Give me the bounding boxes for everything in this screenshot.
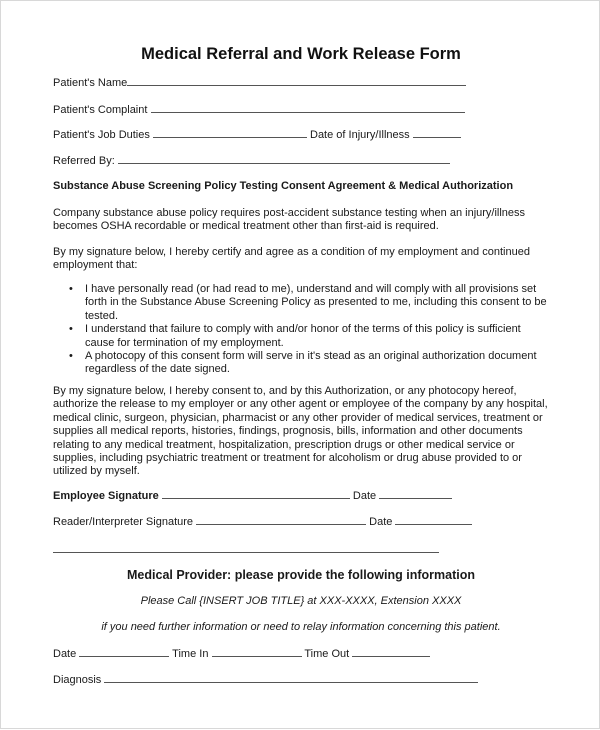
bullet-icon: •: [69, 350, 73, 363]
diagnosis-label: Diagnosis: [53, 674, 102, 686]
reader-date-field[interactable]: [395, 515, 472, 525]
separator-line: [53, 552, 439, 553]
authorization-paragraph: By my signature below, I hereby consent to, and by this Authorization, or any photocopy hereof, authorize the release to my employer or any other agent or employee of the company by any hospital, medical clinic, surgeon, physician, pharmacist or any other provider of medical services, treatment or supplies all medical reports, histories, findings, prognosis, bills, information and other documents relating to any medical treatment, hospitalization, prescription drugs or other medical service or supplies, including psychiatric treatment or treatment for alcoholism or drug abuse provided to or utilized by myself.: [53, 385, 548, 478]
consent-bullet-list: [53, 283, 553, 377]
patient-job-duties-row: [53, 128, 461, 141]
employee-date-field[interactable]: [379, 489, 452, 499]
reader-signature-field[interactable]: [196, 515, 366, 525]
patient-name-field[interactable]: [127, 76, 466, 86]
referred-by-row: [53, 154, 450, 167]
consent-paragraph-1: Company substance abuse policy requires post-accident substance testing when an injury/illness becomes OSHA recordable or medical treatment other than first-aid is required.: [53, 207, 526, 233]
patient-job-duties-field[interactable]: [153, 128, 307, 138]
time-out-field[interactable]: [352, 647, 430, 657]
visit-times-row: [53, 647, 430, 660]
referred-by-label: Referred By:: [53, 155, 115, 167]
patient-complaint-field[interactable]: [151, 103, 465, 113]
diagnosis-row: [53, 673, 478, 686]
list-item: • A photocopy of this consent form will serve in it's stead as an original authorization document regardless of the date signed.: [69, 350, 537, 376]
patient-complaint-row: [53, 103, 465, 116]
provider-info-line: if you need further information or need to relay information concerning this patient.: [101, 621, 501, 633]
employee-signature-field[interactable]: [162, 489, 350, 499]
date-of-injury-field[interactable]: [413, 128, 461, 138]
reader-signature-row: [53, 515, 472, 528]
patient-complaint-label: Patient's Complaint: [53, 104, 148, 116]
reader-date-label: Date: [369, 516, 393, 528]
reader-signature-label: Reader/Interpreter Signature: [53, 516, 194, 528]
provider-call-line: Please Call {INSERT JOB TITLE} at XXX-XXXX, Extension XXXX: [140, 595, 462, 607]
provider-heading: Medical Provider: please provide the following information: [127, 568, 475, 582]
consent-paragraph-2: By my signature below, I hereby certify and agree as a condition of my employment and continued employment that:: [53, 246, 530, 272]
consent-heading: Substance Abuse Screening Policy Testing Consent Agreement & Medical Authorization: [53, 180, 514, 192]
employee-date-label: Date: [352, 490, 377, 502]
visit-date-label: Date: [53, 648, 77, 660]
diagnosis-field[interactable]: [104, 673, 478, 683]
bullet-icon: •: [69, 323, 73, 336]
bullet-icon: •: [69, 283, 73, 295]
employee-signature-label: Employee Signature: [53, 490, 159, 502]
page-title: Medical Referral and Work Release Form: [141, 45, 461, 63]
referred-by-field[interactable]: [118, 154, 450, 164]
patient-job-duties-label: Patient's Job Duties: [53, 129, 150, 141]
list-item: • I have personally read (or had read to me), understand and will comply with all provisions set forth in the Substance Abuse Screening Policy as presented to me, including this consent to be tested.: [69, 283, 547, 322]
visit-date-field[interactable]: [79, 647, 169, 657]
employee-signature-row: [53, 489, 452, 502]
time-out-label: Time Out: [304, 648, 350, 660]
list-item: • I understand that failure to comply with and/or honor of the terms of this policy is sufficient cause for termination of my employment.: [69, 323, 521, 349]
time-in-field[interactable]: [212, 647, 302, 657]
date-of-injury-label: Date of Injury/Illness: [310, 129, 410, 141]
patient-name-label: Patient's Name: [53, 77, 128, 89]
time-in-label: Time In: [172, 648, 209, 660]
patient-name-row: [53, 76, 466, 89]
